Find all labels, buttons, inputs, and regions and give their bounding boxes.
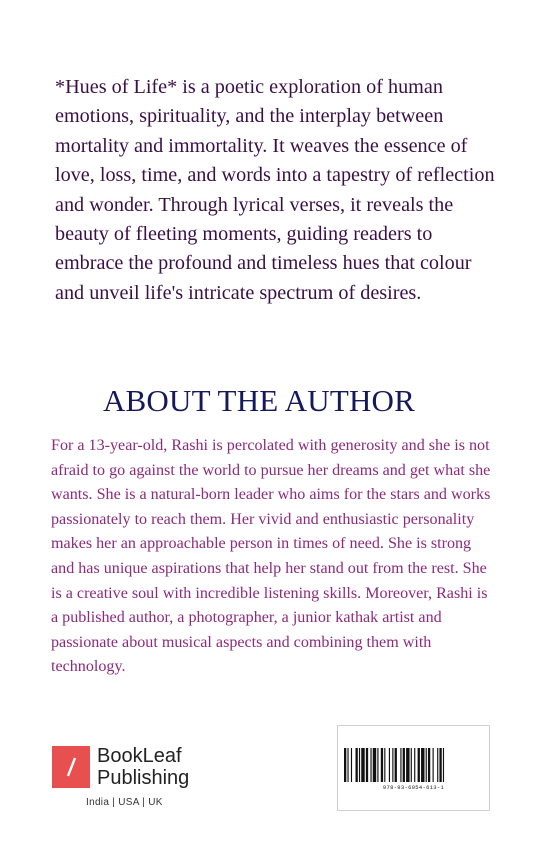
- bookleaf-logo-icon: [52, 746, 90, 788]
- barcode-icon: [344, 748, 483, 782]
- publisher-logo: [52, 746, 212, 816]
- publisher-regions: India | USA | UK: [86, 797, 163, 808]
- publisher-name: [97, 745, 189, 789]
- publisher-name-line1: BookLeaf: [97, 745, 182, 767]
- author-bio: For a 13-year-old, Rashi is percolated with generosity and she is not afraid to go against the world to pursue her dreams and get what she wants. She is a natural-born leader who aims for the stars and works passionately to reach them. Her vivid and enthusiastic personality makes her an approachable person in times of need. She is strong and has unique aspirations that help her stand out from the rest. She is a creative soul with incredible listening skills. Moreover, Rashi is a published author, a photographer, a junior kathak artist and passionate about musical aspects and combining them with technology.: [51, 437, 491, 676]
- publisher-name-line2: Publishing: [97, 767, 190, 789]
- barcode: [337, 725, 490, 811]
- about-author-heading: ABOUT THE AUTHOR: [102, 383, 416, 418]
- isbn-number: 978-93-6954-613-1: [382, 784, 445, 791]
- book-blurb: *Hues of Life* is a poetic exploration of human emotions, spirituality, and the interplay between mortality and immortality. It weaves the essence of love, loss, time, and words into a tapestry of reflection and wonder. Through lyrical verses, it reveals the beauty of fleeting moments, guiding readers to embrace the profound and timeless hues that colour and unveil life's intricate spectrum of desires.: [55, 76, 495, 304]
